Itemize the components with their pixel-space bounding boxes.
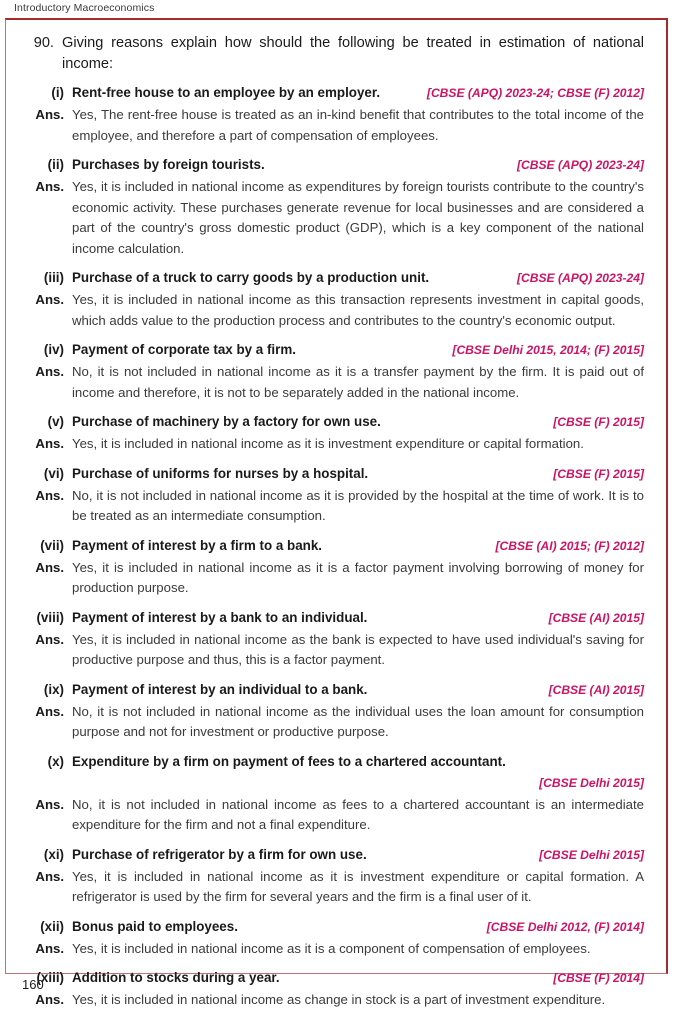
answer-label: Ans. (35, 940, 64, 956)
cbse-exam-tag: [CBSE (AI) 2015] (548, 610, 644, 625)
roman-numeral-label: (vi) (43, 465, 64, 481)
answer-label: Ans. (35, 292, 64, 307)
page-number: 160 (22, 977, 44, 992)
answer-block (28, 290, 644, 331)
sub-item-statement: Purchase of a truck to carry goods by a production unit. (72, 270, 430, 285)
roman-numeral-label: (viii) (36, 609, 64, 625)
sub-item-statement-line (72, 968, 644, 988)
sub-item (28, 268, 644, 288)
answer-label: Ans. (35, 868, 64, 884)
roman-numeral-label: (v) (47, 414, 64, 429)
answer-text: Yes, The rent-free house is treated as an in-kind benefit that contributes to the total income of the employee, and therefore a part of compensation of employees. (72, 107, 644, 143)
answer-text: No, it is not included in national income as the individual uses the loan amount for consumption purpose and not for investment or productive purpose. (72, 703, 644, 739)
cbse-exam-tag: [CBSE (F) 2014] (553, 971, 644, 985)
answer-text: Yes, it is included in national income as it is investment expenditure or capital formation. (72, 436, 584, 451)
answer-block (28, 558, 644, 599)
answer-text: Yes, it is included in national income as the bank is expected to have used individual's saving for productive purpose and thus, this is a factor payment. (72, 631, 644, 667)
sub-item (28, 968, 644, 988)
sub-item-statement-line (72, 268, 644, 288)
sub-item-statement: Purchase of refrigerator by a firm for own use. (72, 846, 367, 862)
sub-item-statement: Payment of corporate tax by a firm. (72, 342, 296, 357)
cbse-exam-tag: [CBSE Delhi 2012, (F) 2014] (486, 919, 644, 934)
answer-label: Ans. (35, 107, 64, 122)
sub-item-statement-line (72, 340, 644, 360)
answer-block (28, 105, 644, 146)
answer-label: Ans. (35, 436, 64, 451)
roman-numeral-label: (xii) (40, 918, 64, 934)
sub-item-statement: Purchases by foreign tourists. (72, 157, 265, 172)
sub-item-body (72, 536, 644, 556)
answer-label: Ans. (35, 631, 64, 647)
sub-item-body (72, 752, 644, 793)
sub-item (28, 752, 644, 793)
cbse-exam-tag: [CBSE Delhi 2015, 2014; (F) 2015] (452, 343, 644, 357)
sub-item (28, 845, 644, 865)
sub-item (28, 608, 644, 628)
answer-text: Yes, it is included in national income as it is a factor payment involving borrowing of money for production purpose. (72, 559, 644, 595)
sub-item (28, 680, 644, 700)
sub-item-body (72, 608, 644, 628)
answer-text: No, it is not included in national income as fees to a chartered accountant is an intermediate expenditure for the firm and not a final expenditure. (72, 796, 644, 832)
answer-label: Ans. (35, 796, 64, 812)
answer-block (28, 795, 644, 836)
roman-numeral-label: (x) (47, 753, 64, 769)
sub-item-body (72, 340, 644, 360)
cbse-exam-tag: [CBSE (F) 2015] (553, 415, 644, 429)
answer-label: Ans. (35, 992, 64, 1007)
sub-item-statement-line (72, 464, 644, 484)
answer-block (28, 630, 644, 671)
answer-block (28, 177, 644, 259)
roman-numeral-label: (i) (51, 85, 64, 100)
sub-item (28, 412, 644, 432)
sub-item-body (72, 83, 644, 103)
sub-item (28, 917, 644, 937)
answer-text: No, it is not included in national income as it is a transfer payment by the firm. It is paid out of income and therefore, it is not to be separately added in the national income. (72, 364, 644, 400)
roman-numeral-label: (iii) (43, 270, 64, 285)
sub-item-body (72, 464, 644, 484)
answer-text: Yes, it is included in national income as it is investment expenditure or capital formation. A refrigerator is used by the firm for several years and the firm is a final user of it. (72, 868, 644, 904)
answer-text: Yes, it is included in national income as this transaction represents investment in capital goods, which adds value to the production process and contributes to the country's economic output. (72, 292, 644, 328)
question-text: Giving reasons explain how should the following be treated in estimation of national income: (62, 35, 644, 72)
answer-label: Ans. (35, 487, 64, 503)
roman-numeral-label: (iv) (43, 342, 64, 357)
sub-item-statement-line (72, 680, 644, 700)
answer-text: No, it is not included in national income as it is provided by the hospital at the time of work. It is to be treated as an intermediate consumption. (72, 487, 644, 523)
sub-item-statement-line (72, 917, 644, 937)
sub-item (28, 536, 644, 556)
answer-text: Yes, it is included in national income as expenditures by foreign tourists contribute to the country's economic activity. These purchases generate revenue for local businesses and are considered a part of the country's gross domestic product (GDP), which is a key component of the national income calculation. (72, 179, 644, 256)
sub-item-statement: Payment of interest by an individual to a bank. (72, 681, 368, 697)
question-block (28, 33, 644, 75)
sub-item (28, 464, 644, 484)
answer-label: Ans. (35, 703, 64, 719)
sub-item-statement-line (72, 536, 644, 556)
sub-item-statement: Expenditure by a firm on payment of fees to a chartered accountant. (72, 753, 506, 769)
answer-block (28, 939, 644, 960)
cbse-exam-tag: [CBSE (AI) 2015] (548, 682, 644, 697)
sub-item-body (72, 845, 644, 865)
answer-label: Ans. (35, 559, 64, 575)
answer-block (28, 702, 644, 743)
sub-item-statement: Payment of interest by a firm to a bank. (72, 537, 323, 553)
cbse-exam-tag: [CBSE (APQ) 2023-24] (516, 271, 644, 285)
answer-block (28, 434, 644, 455)
answer-text: Yes, it is included in national income as change in stock is a part of investment expenditure. (72, 992, 606, 1007)
sub-item-statement: Bonus paid to employees. (72, 918, 238, 934)
sub-item-statement: Addition to stocks during a year. (72, 970, 280, 985)
answer-label: Ans. (35, 179, 64, 194)
question-number: 90. (33, 35, 54, 51)
sub-items-list (28, 83, 644, 1011)
sub-item-body (72, 968, 644, 988)
sub-item (28, 83, 644, 103)
sub-item-statement-line (72, 155, 644, 175)
sub-item (28, 155, 644, 175)
sub-item-statement: Purchase of machinery by a factory for own use. (72, 414, 381, 429)
sub-item-statement-line (72, 845, 644, 865)
roman-numeral-label: (ii) (47, 157, 64, 172)
answer-label: Ans. (35, 364, 64, 379)
sub-item-body (72, 680, 644, 700)
roman-numeral-label: (xi) (43, 846, 64, 862)
cbse-exam-tag: [CBSE Delhi 2015] (539, 775, 644, 790)
cbse-exam-tag: [CBSE (AI) 2015; (F) 2012] (495, 538, 644, 553)
answer-block (28, 867, 644, 908)
sub-item-body (72, 917, 644, 937)
sub-item-body (72, 155, 644, 175)
sub-item-statement: Purchase of uniforms for nurses by a hospital. (72, 465, 369, 481)
cbse-exam-tag: [CBSE (APQ) 2023-24] (516, 158, 644, 172)
running-head: Introductory Macroeconomics (14, 2, 155, 14)
sub-item-statement-line (72, 752, 644, 772)
roman-numeral-label: (ix) (43, 681, 64, 697)
cbse-exam-tag: [CBSE Delhi 2015] (539, 847, 644, 862)
sub-item-body (72, 412, 644, 432)
cbse-exam-tag: [CBSE (APQ) 2023-24; CBSE (F) 2012] (426, 86, 644, 100)
sub-item-statement-line (72, 412, 644, 432)
roman-numeral-label: (vii) (40, 537, 64, 553)
sub-item-statement: Rent-free house to an employee by an employer. (72, 85, 381, 100)
sub-item-body (72, 268, 644, 288)
answer-block (28, 486, 644, 527)
answer-block (28, 362, 644, 403)
sub-item-statement-line (72, 83, 644, 103)
cbse-exam-tag: [CBSE (F) 2015] (553, 466, 644, 481)
answer-text: Yes, it is included in national income as it is a component of compensation of employees. (72, 940, 591, 956)
answer-block (28, 990, 644, 1011)
sub-item-statement-line (72, 608, 644, 628)
sub-item (28, 340, 644, 360)
sub-item-statement: Payment of interest by a bank to an individual. (72, 609, 368, 625)
roman-numeral-label: (xiii) (36, 970, 64, 985)
